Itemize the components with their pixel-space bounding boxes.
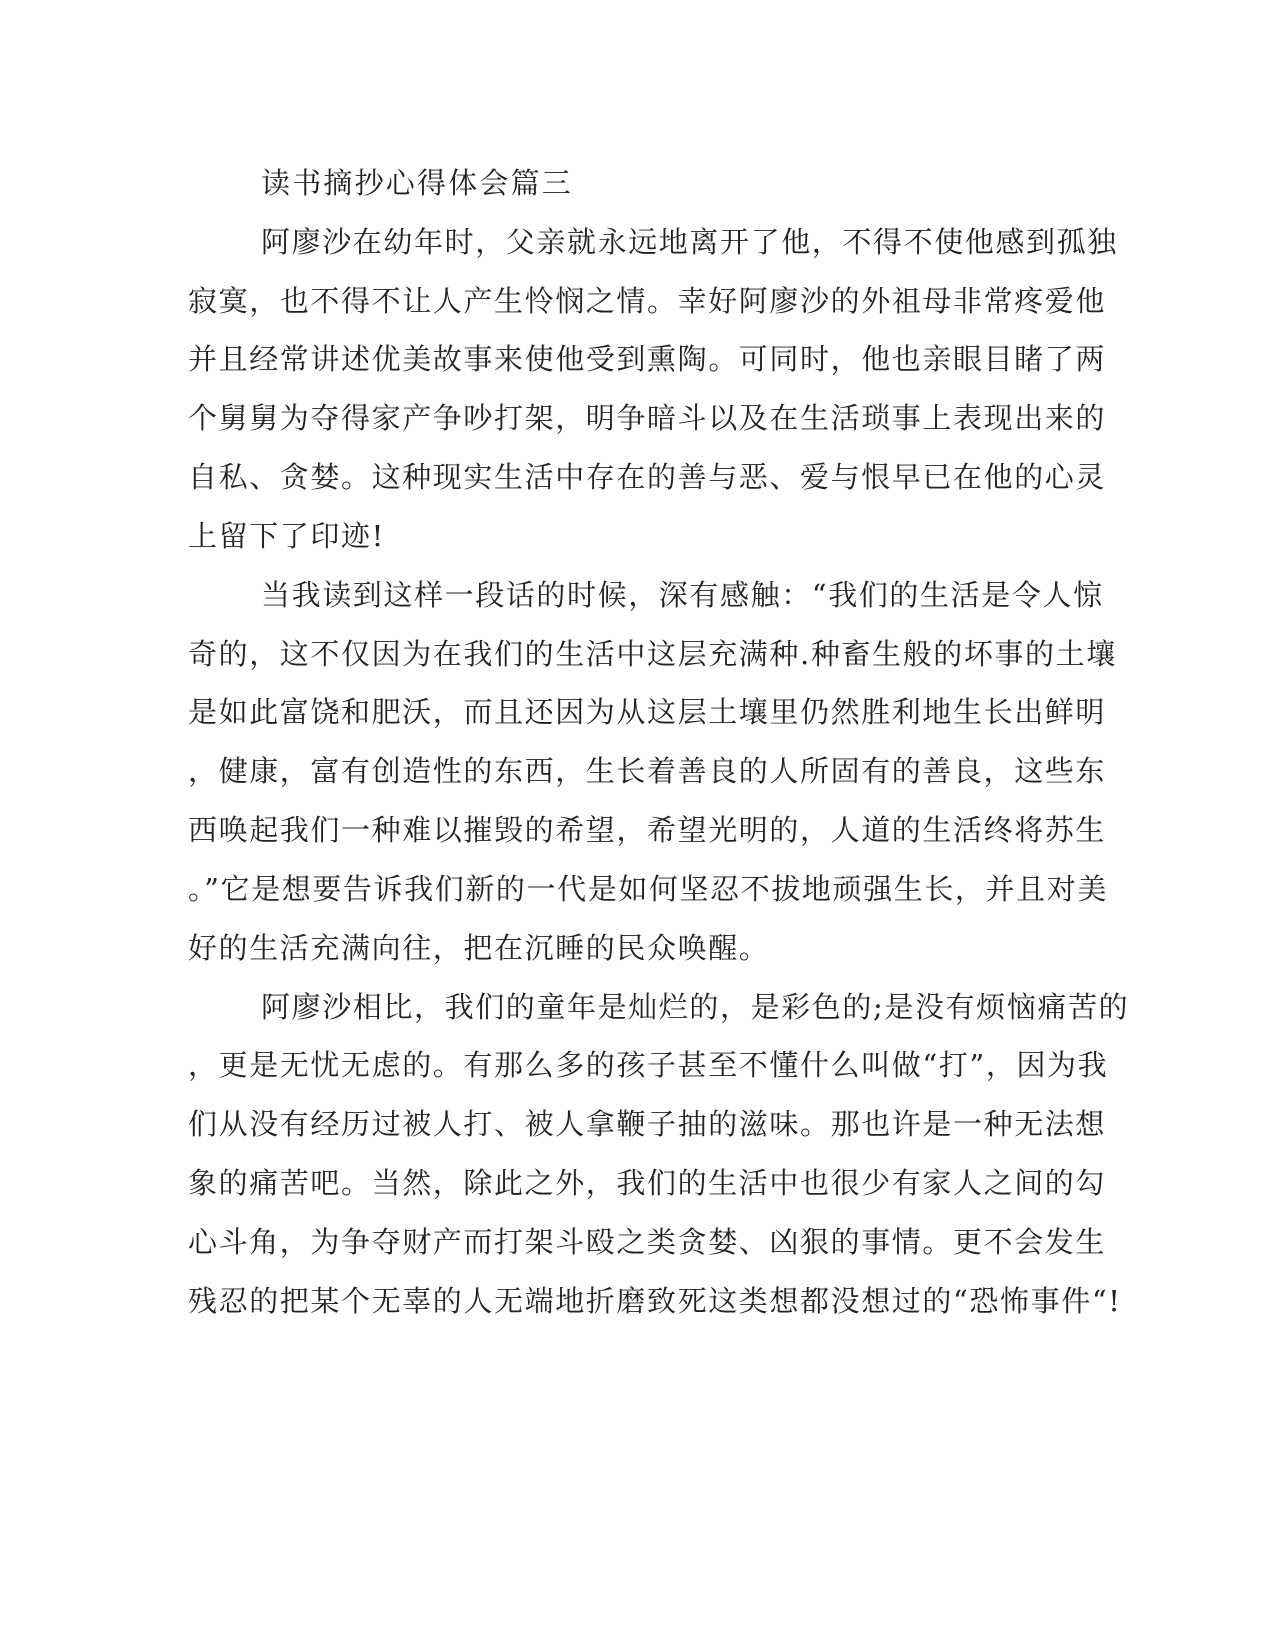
paragraph-line: 阿廖沙在幼年时，父亲就永远地离开了他，不得不使他感到孤独 xyxy=(261,225,1118,259)
paragraph-line: 并且经常讲述优美故事来使他受到熏陶。可同时，他也亲眼目睹了两 xyxy=(188,342,1107,376)
paragraph-line: 个舅舅为夺得家产争吵打架，明争暗斗以及在生活琐事上表现出来的 xyxy=(188,401,1107,435)
paragraph-line: 。”它是想要告诉我们新的一代是如何坚忍不拔地顽强生长，并且对美 xyxy=(188,872,1108,906)
paragraph-line: 寂寞，也不得不让人产生怜悯之情。幸好阿廖沙的外祖母非常疼爱他 xyxy=(188,284,1107,318)
paragraph-line: ，更是无忧无虑的。有那么多的孩子甚至不懂什么叫做“打”，因为我 xyxy=(188,1048,1109,1082)
paragraph-line: ，健康，富有创造性的东西，生长着善良的人所固有的善良，这些东 xyxy=(188,754,1107,788)
paragraph-line: 阿廖沙相比，我们的童年是灿烂的，是彩色的;是没有烦恼痛苦的 xyxy=(261,990,1130,1024)
paragraph-line: 心斗角，为争夺财产而打架斗殴之类贪婪、凶狠的事情。更不会发生 xyxy=(188,1225,1107,1259)
paragraph-line: 好的生活充满向往，把在沉睡的民众唤醒。 xyxy=(188,931,770,965)
document-title: 读书摘抄心得体会篇三 xyxy=(261,166,574,200)
paragraph-line: 上留下了印迹! xyxy=(188,519,385,553)
paragraph-line: 是如此富饶和肥沃，而且还因为从这层土壤里仍然胜利地生长出鲜明 xyxy=(188,695,1107,729)
paragraph-line: 们从没有经历过被人打、被人拿鞭子抽的滋味。那也许是一种无法想 xyxy=(188,1107,1107,1141)
paragraph-line: 当我读到这样一段话的时候，深有感触：“我们的生活是令人惊 xyxy=(261,578,1104,612)
paragraph-line: 残忍的把某个无辜的人无端地折磨致死这类想都没想过的“恐怖事件“! xyxy=(188,1284,1122,1318)
paragraph-line: 奇的，这不仅因为在我们的生活中这层充满种.种畜生般的坏事的土壤 xyxy=(188,637,1117,671)
paragraph-line: 象的痛苦吧。当然，除此之外，我们的生活中也很少有家人之间的勾 xyxy=(188,1166,1107,1200)
paragraph-line: 自私、贪婪。这种现实生活中存在的善与恶、爱与恨早已在他的心灵 xyxy=(188,460,1107,494)
paragraph-line: 西唤起我们一种难以摧毁的希望，希望光明的，人道的生活终将苏生 xyxy=(188,813,1107,847)
